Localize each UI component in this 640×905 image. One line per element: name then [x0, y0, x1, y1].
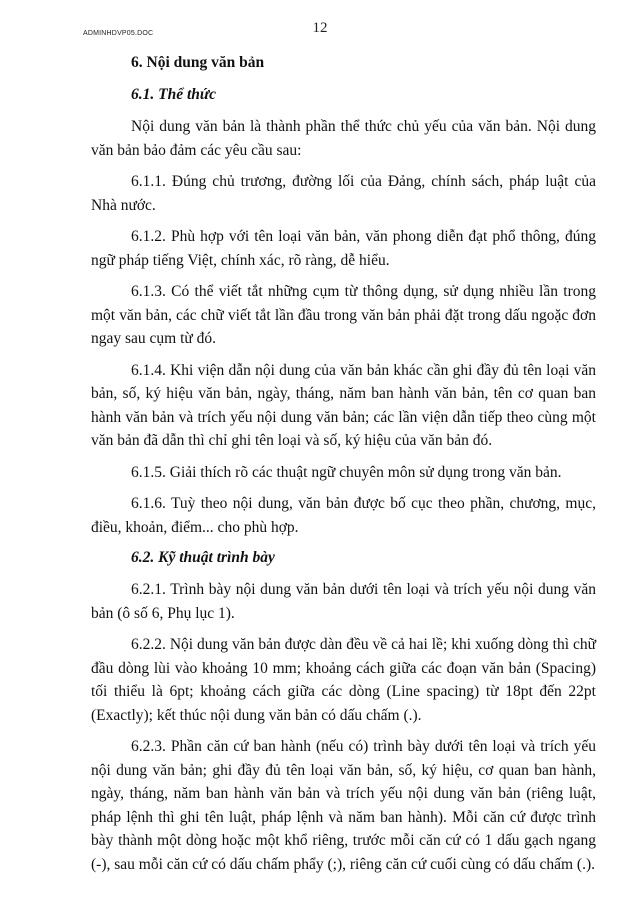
- paragraph-6-1-6: 6.1.6. Tuỳ theo nội dung, văn bản được bố cục theo phần, chương, mục, điều, khoản, điểm... cho phù hợp.: [91, 495, 596, 536]
- paragraph-6-1-3: 6.1.3. Có thể viết tắt những cụm từ thông dụng, sử dụng nhiều lần trong một văn bản, các chữ viết tắt lần đầu trong văn bản phải đặt trong dấu ngoặc đơn ngay sau cụm từ đó.: [91, 283, 596, 347]
- paragraph-6-1-4: 6.1.4. Khi viện dẫn nội dung của văn bản khác cần ghi đầy đủ tên loại văn bản, số, ký hiệu văn bản, ngày, tháng, năm ban hành văn bản, tên cơ quan ban hành văn bản và trích yếu nội dung văn bản; các lần viện dẫn tiếp theo cùng một văn bản đã dẫn thì chỉ ghi tên loại và số, ký hiệu của văn bản đó.: [91, 361, 596, 449]
- paragraph-6-2-3: 6.2.3. Phần căn cứ ban hành (nếu có) trình bày dưới tên loại và trích yếu nội dung văn bản; ghi đầy đủ tên loại văn bản, số, ký hiệu, cơ quan ban hành, ngày, tháng, năm ban hành văn bản và trích yếu nội dung văn bản (riêng luật, pháp lệnh thì ghi tên luật, pháp lệnh và năm ban hành). Mỗi căn cứ được trình bày thành một dòng hoặc một khổ riêng, trước mỗi căn cứ có 1 dấu gạch ngang (-), sau mỗi căn cứ có dấu chấm phẩy (;), riêng căn cứ cuối cùng có dấu chấm (.).: [91, 738, 596, 873]
- page-content: [91, 52, 596, 884]
- subsection-heading-6-2: 6.2. Kỹ thuật trình bày: [131, 549, 275, 566]
- paragraph-6-1-5: 6.1.5. Giải thích rõ các thuật ngữ chuyên môn sử dụng trong văn bản.: [131, 463, 562, 481]
- paragraph-6-1-2: 6.1.2. Phù hợp với tên loại văn bản, văn phong diễn đạt phổ thông, đúng ngữ pháp tiếng Việt, chính xác, rõ ràng, dễ hiểu.: [91, 228, 596, 269]
- paragraph-6-1-1: 6.1.1. Đúng chủ trương, đường lối của Đảng, chính sách, pháp luật của Nhà nước.: [91, 173, 596, 214]
- section-heading: 6. Nội dung văn bản: [131, 54, 265, 71]
- paragraph-6-2-2: 6.2.2. Nội dung văn bản được dàn đều về cả hai lề; khi xuống dòng thì chữ đầu dòng lùi vào khoảng 10 mm; khoảng cách giữa các đoạn văn bản (Spacing) tối thiểu là 6pt; khoảng cách giữa các dòng (Line spacing) từ 18pt đến 22pt (Exactly); kết thúc nội dung văn bản có dấu chấm (.).: [91, 636, 596, 724]
- header-file-name: ADMINHDVP05.DOC: [83, 30, 154, 37]
- paragraph-6-2-1: 6.2.1. Trình bày nội dung văn bản dưới tên loại và trích yếu nội dung văn bản (ô số 6, Phụ lục 1).: [91, 581, 596, 622]
- page-number: 12: [312, 20, 328, 36]
- paragraph-intro: Nội dung văn bản là thành phần thể thức chủ yếu của văn bản. Nội dung văn bản bảo đảm các yêu cầu sau:: [91, 118, 596, 159]
- subsection-heading-6-1: 6.1. Thể thức: [131, 86, 217, 103]
